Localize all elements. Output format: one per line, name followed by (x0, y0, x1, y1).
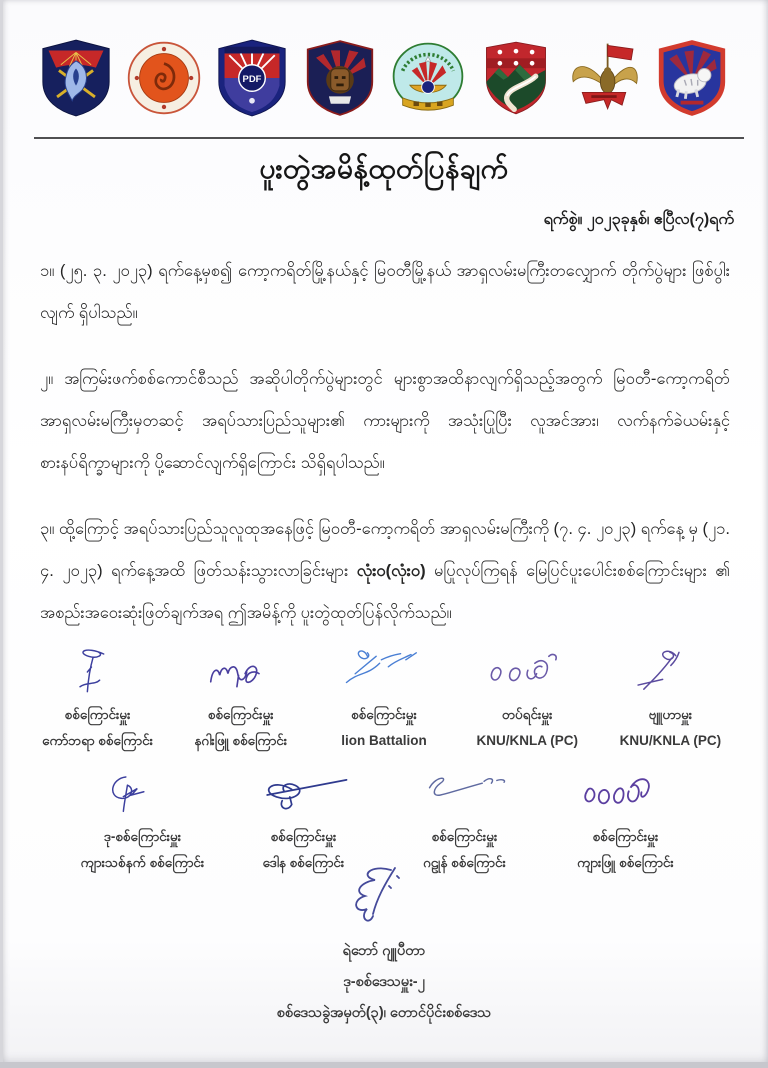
albino-tiger-emblem (656, 37, 728, 119)
document-body (40, 250, 730, 659)
signature-block-cobra (26, 642, 169, 755)
garuda-flag-emblem (566, 37, 642, 119)
signature-title: ဒု-စစ်ကြောင်းမှူး (103, 829, 182, 844)
closing-name: ရဲဘော် ဂျူပီတာ (342, 943, 426, 959)
signature-cobra (53, 642, 143, 702)
peacock-council-emblem (390, 38, 466, 118)
signature-unit: ဂဠုန် စစ်ကြောင်း (423, 855, 506, 871)
signature-black-leopard (98, 764, 188, 824)
date-line: ရက်စွဲ။ ၂၀၂၃ခုနှစ်၊ ဧပြီလ(၇)ရက် (543, 211, 734, 228)
paragraph-3-emphasis: လုံးဝ(လုံးဝ) (356, 562, 426, 581)
signature-unit: ဒေါန စစ်ကြောင်း (262, 855, 345, 871)
pdf-emblem (216, 37, 288, 119)
signature-unit: lion Battalion (341, 733, 427, 749)
signature-unit: KNU/KNLA (PC) (619, 733, 722, 749)
white-dragon-pdf-logo (126, 36, 202, 120)
signature-title: စစ်ကြောင်းမှူး (351, 707, 417, 722)
signature-block-knu-battalion (456, 642, 599, 755)
signature-title: စစ်ကြောင်းမှူး (431, 829, 498, 844)
photo-edge-bottom (0, 1062, 768, 1068)
cobra-column-logo (38, 36, 114, 120)
garuda-flag-logo (566, 36, 642, 120)
signature-jupiter (329, 860, 439, 936)
mountain-column-logo (478, 36, 554, 120)
lion-battalion-emblem (305, 37, 375, 119)
closing-signature-block (0, 860, 768, 1030)
signature-block-white-dragon (169, 642, 312, 755)
cobra-column-emblem (40, 37, 112, 119)
signature-galon (415, 764, 515, 824)
signature-unit: ကော်ဘရာ စစ်ကြောင်း (42, 733, 154, 749)
signature-unit: နဂါးဖြူ စစ်ကြောင်း (194, 733, 288, 749)
paragraph-3 (40, 508, 730, 634)
signature-title: စစ်ကြောင်းမှူး (207, 707, 274, 722)
signature-block-lion-battalion (312, 642, 455, 755)
paragraph-1: ၁။ (၂၅. ၃. ၂၀၂၃) ရက်နေ့မှစ၍ ကော့ကရိတ်မြို့နယ်နှင့် မြဝတီမြို့နယ် အာရှလမ်းမကြီးတလျှောက် တိုက်ပွဲများ ဖြစ်ပွါးလျက် ရှိပါသည်။ (40, 262, 730, 323)
lion-battalion-logo (302, 36, 378, 120)
signature-knu-strategy (625, 642, 715, 702)
signature-title: စစ်ကြောင်းမှူး (270, 829, 337, 844)
closing-unit: စစ်ဒေသခွဲအမှတ်(၃)၊ တောင်ပိုင်းစစ်ဒေသ (276, 1005, 492, 1022)
signature-unit: ကျားသစ်နက် စစ်ကြောင်း (80, 855, 205, 871)
signature-row-1 (26, 642, 742, 755)
signature-white-dragon (196, 642, 286, 702)
signature-title: တပ်ရင်းမှူး (501, 707, 553, 722)
signature-unit: ကျားဖြူ စစ်ကြောင်း (577, 855, 674, 871)
signature-title: စစ်ကြောင်းမှူး (64, 707, 131, 722)
peacock-council-logo (390, 36, 466, 120)
photo-edge-left (0, 0, 3, 1068)
albino-tiger-column-logo (654, 36, 730, 120)
signature-white-tiger (576, 764, 676, 824)
signature-knu-battalion (479, 642, 575, 702)
signature-title: ဗျူဟာမှူး (648, 707, 693, 722)
logo-strip (38, 36, 730, 120)
signature-block-knu-strategy (599, 642, 742, 755)
mountain-column-emblem (482, 37, 550, 119)
signature-lion-battalion (336, 642, 432, 702)
document-title: ပူးတွဲအမိန့်ထုတ်ပြန်ချက် (259, 153, 509, 184)
header-divider (34, 137, 744, 139)
signature-dawna (252, 764, 356, 824)
paragraph-3-pre: ၃။ ထို့ကြောင့် အရပ်သားပြည်သူလူထုအနေဖြင့် မြဝတီ-ကော့ကရိတ် အာရှလမ်းမကြီးကို (၇. ၄. ၂၀၂၃) ရက်နေ့ မှ (၂၁. ၄. ၂၀၂၃) ရက်နေ့အထိ ဖြတ်သန်းသွားလာခြင်းများ (40, 520, 730, 581)
signature-unit: KNU/KNLA (PC) (476, 733, 578, 749)
pdf-logo-text: PDF (242, 73, 262, 85)
pdf-logo (214, 36, 290, 120)
paragraph-2: ၂။ အကြမ်းဖက်စစ်ကောင်စီသည် အဆိုပါတိုက်ပွဲများတွင် များစွာအထိနာလျက်ရှိသည့်အတွက် မြဝတီ-ကော့ကရိတ် အာရှလမ်းမကြီးမှတဆင့် အရပ်သားပြည်သူများ၏ ကားများကို အသုံးပြုပြီး လူအင်အား၊ လက်နက်ခဲယမ်းနှင့် စားနပ်ရိက္ခာများကို ပို့ဆောင်လျက်ရှိကြောင်း သိရှိရပါသည်။ (40, 370, 730, 473)
signature-title: စစ်ကြောင်းမှူး (592, 829, 659, 844)
white-dragon-emblem (126, 38, 202, 118)
closing-role: ဒု-စစ်ဒေသမှူး-၂ (343, 974, 425, 991)
paragraph-3-post: မပြုလုပ်ကြရန် မြေပြင်ပူးပေါင်းစစ်ကြောင်းများ ၏ အစည်းအဝေးဆုံးဖြတ်ချက်အရ ဤအမိန့်ကို ပူးတွဲထုတ်ပြန်လိုက်သည်။ (40, 562, 730, 623)
